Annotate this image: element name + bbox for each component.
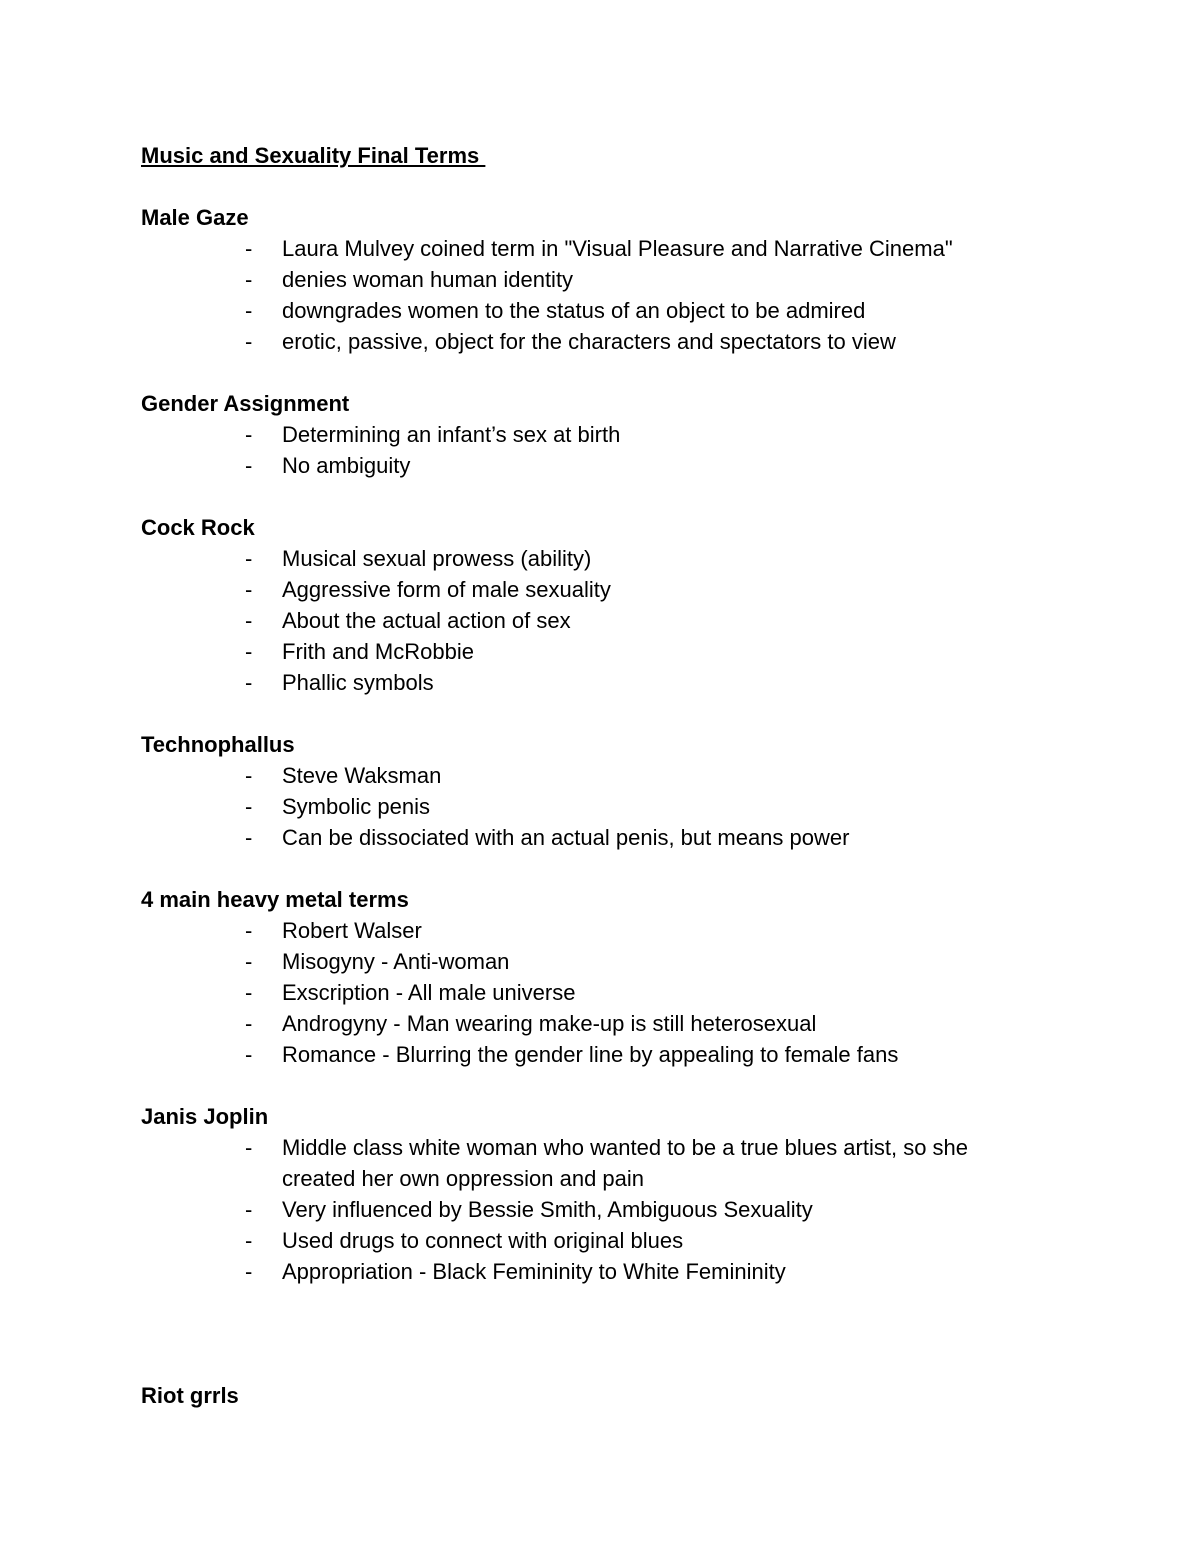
bullet-item bbox=[141, 605, 1081, 636]
bullet-text: Steve Waksman bbox=[282, 763, 442, 788]
section-heading: Janis Joplin bbox=[141, 1104, 269, 1129]
section-gap bbox=[141, 1070, 1081, 1101]
bullet-dash: - bbox=[245, 825, 253, 850]
sections-container bbox=[141, 202, 1081, 1411]
spacer bbox=[141, 171, 1081, 202]
bullet-dash: - bbox=[245, 1042, 253, 1067]
document-title: Music and Sexuality Final Terms bbox=[141, 143, 486, 168]
section-2 bbox=[141, 512, 1081, 698]
bullet-text: Can be dissociated with an actual penis, but means power bbox=[282, 825, 850, 850]
bullet-item bbox=[141, 822, 1081, 853]
bullet-dash: - bbox=[245, 329, 253, 354]
section-heading: 4 main heavy metal terms bbox=[141, 887, 409, 912]
bullet-dash: - bbox=[245, 980, 253, 1005]
bullet-item bbox=[141, 295, 1081, 326]
section-gap bbox=[141, 698, 1081, 729]
bullet-item bbox=[141, 667, 1081, 698]
bullet-text: Aggressive form of male sexuality bbox=[282, 577, 611, 602]
section-gap bbox=[141, 357, 1081, 388]
bullet-item bbox=[141, 543, 1081, 574]
bullet-dash: - bbox=[245, 1197, 253, 1222]
bullet-text: Laura Mulvey coined term in "Visual Pleasure and Narrative Cinema" bbox=[282, 236, 953, 261]
bullet-text: Exscription - All male universe bbox=[282, 980, 576, 1005]
bullet-dash: - bbox=[245, 1228, 253, 1253]
bullet-list bbox=[141, 915, 1081, 1070]
bullet-dash: - bbox=[245, 918, 253, 943]
bullet-dash: - bbox=[245, 608, 253, 633]
section-heading: Riot grrls bbox=[141, 1383, 239, 1408]
bullet-text: erotic, passive, object for the characters and spectators to view bbox=[282, 329, 896, 354]
bullet-item bbox=[141, 574, 1081, 605]
bullet-dash: - bbox=[245, 546, 253, 571]
section-6 bbox=[141, 1380, 1081, 1411]
bullet-dash: - bbox=[245, 422, 253, 447]
bullet-dash: - bbox=[245, 1135, 253, 1160]
bullet-dash: - bbox=[245, 670, 253, 695]
bullet-dash: - bbox=[245, 577, 253, 602]
bullet-text: About the actual action of sex bbox=[282, 608, 571, 633]
bullet-item bbox=[141, 1132, 1081, 1194]
bullet-item bbox=[141, 1194, 1081, 1225]
bullet-text: Phallic symbols bbox=[282, 670, 434, 695]
bullet-text: Determining an infant’s sex at birth bbox=[282, 422, 621, 447]
document-body bbox=[141, 140, 1081, 1411]
section-4 bbox=[141, 884, 1081, 1070]
bullet-text: Appropriation - Black Femininity to White Femininity bbox=[282, 1259, 786, 1284]
bullet-item bbox=[141, 450, 1081, 481]
bullet-text: Very influenced by Bessie Smith, Ambiguous Sexuality bbox=[282, 1197, 813, 1222]
bullet-text: Frith and McRobbie bbox=[282, 639, 474, 664]
bullet-list bbox=[141, 543, 1081, 698]
bullet-dash: - bbox=[245, 453, 253, 478]
section-gap bbox=[141, 481, 1081, 512]
bullet-dash: - bbox=[245, 236, 253, 261]
section-0 bbox=[141, 202, 1081, 357]
bullet-item bbox=[141, 760, 1081, 791]
bullet-item bbox=[141, 326, 1081, 357]
section-heading: Technophallus bbox=[141, 732, 295, 757]
bullet-list bbox=[141, 233, 1081, 357]
bullet-item bbox=[141, 264, 1081, 295]
section-5 bbox=[141, 1101, 1081, 1287]
bullet-dash: - bbox=[245, 763, 253, 788]
bullet-text: Romance - Blurring the gender line by appealing to female fans bbox=[282, 1042, 899, 1067]
bullet-item bbox=[141, 946, 1081, 977]
bullet-text: Musical sexual prowess (ability) bbox=[282, 546, 592, 571]
bullet-item bbox=[141, 419, 1081, 450]
bullet-text: Robert Walser bbox=[282, 918, 422, 943]
bullet-text: No ambiguity bbox=[282, 453, 411, 478]
bullet-dash: - bbox=[245, 949, 253, 974]
bullet-dash: - bbox=[245, 794, 253, 819]
section-heading: Male Gaze bbox=[141, 205, 249, 230]
section-heading: Gender Assignment bbox=[141, 391, 350, 416]
bullet-dash: - bbox=[245, 298, 253, 323]
bullet-text: Misogyny - Anti-woman bbox=[282, 949, 510, 974]
bullet-item bbox=[141, 977, 1081, 1008]
bullet-list bbox=[141, 760, 1081, 853]
bullet-text: Androgyny - Man wearing make-up is still heterosexual bbox=[282, 1011, 817, 1036]
bullet-text: Middle class white woman who wanted to be a true blues artist, so she created her own oppression and pain bbox=[282, 1135, 969, 1191]
bullet-item bbox=[141, 1008, 1081, 1039]
bullet-dash: - bbox=[245, 1259, 253, 1284]
section-heading: Cock Rock bbox=[141, 515, 255, 540]
bullet-list bbox=[141, 419, 1081, 481]
bullet-item bbox=[141, 233, 1081, 264]
section-3 bbox=[141, 729, 1081, 853]
bullet-item bbox=[141, 915, 1081, 946]
bullet-dash: - bbox=[245, 267, 253, 292]
bullet-item bbox=[141, 1256, 1081, 1287]
bullet-item bbox=[141, 791, 1081, 822]
bullet-text: denies woman human identity bbox=[282, 267, 574, 292]
bullet-item bbox=[141, 1039, 1081, 1070]
bullet-text: Symbolic penis bbox=[282, 794, 430, 819]
section-1 bbox=[141, 388, 1081, 481]
bullet-item bbox=[141, 636, 1081, 667]
bullet-dash: - bbox=[245, 1011, 253, 1036]
section-gap bbox=[141, 853, 1081, 884]
bullet-item bbox=[141, 1225, 1081, 1256]
bullet-dash: - bbox=[245, 639, 253, 664]
bullet-list bbox=[141, 1132, 1081, 1287]
bullet-text: Used drugs to connect with original blues bbox=[282, 1228, 684, 1253]
section-gap bbox=[141, 1287, 1081, 1380]
bullet-text: downgrades women to the status of an object to be admired bbox=[282, 298, 866, 323]
